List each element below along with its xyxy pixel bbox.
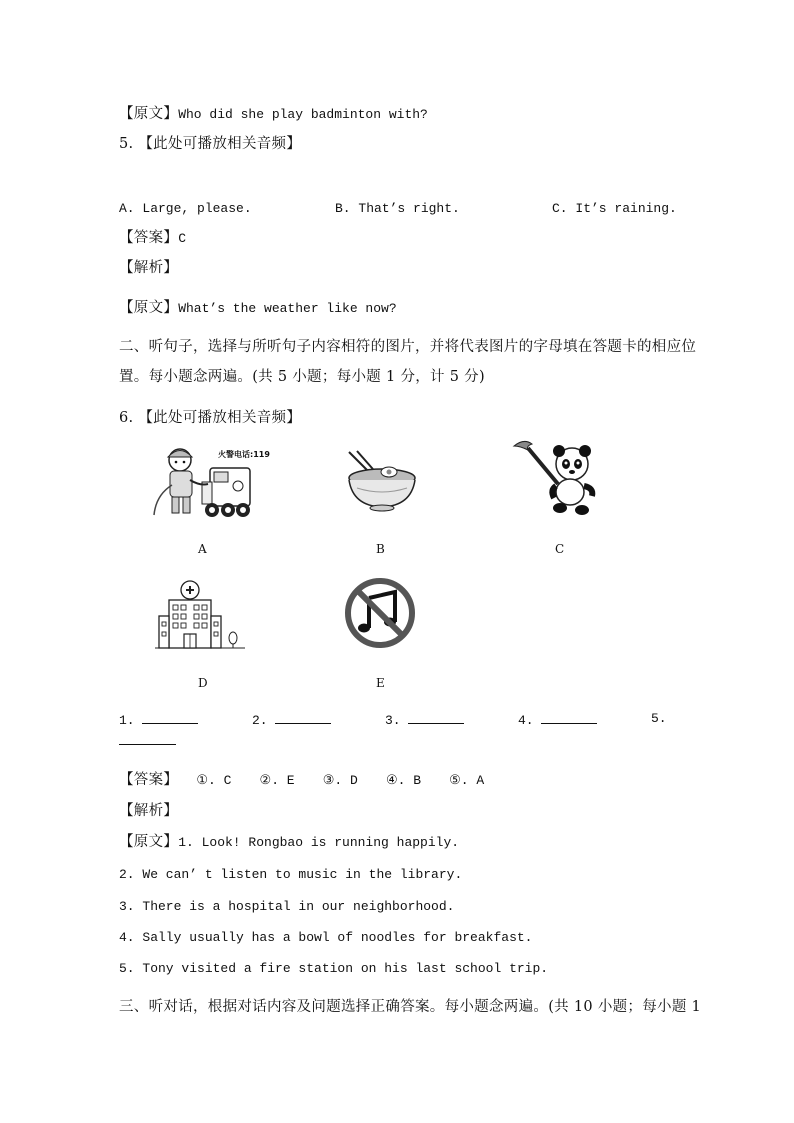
q5-prompt: 5. 【此处可播放相关音频】 <box>119 136 302 152</box>
answer-value: C <box>178 231 187 246</box>
picture-label-c: C <box>555 542 565 556</box>
hospital-icon <box>155 578 245 650</box>
q6-analysis-tag: 【解析】 <box>119 803 179 819</box>
blank-number: 3. <box>385 713 401 728</box>
answer-blank-2[interactable] <box>252 711 331 728</box>
answer-blank-4[interactable] <box>518 711 597 728</box>
source-sentence-5: 5. Tony visited a fire station on his last school trip. <box>119 961 549 976</box>
answer-blank-5-number: 5. <box>651 711 667 726</box>
picture-label-d: D <box>198 676 208 690</box>
q5-option-c: C. It’s raining. <box>552 201 677 216</box>
q5-source-line <box>119 300 397 317</box>
no-music-icon <box>343 576 417 650</box>
q4-source-line <box>119 106 428 123</box>
blank-number: 4. <box>518 713 534 728</box>
picture-label-a: A <box>198 542 207 556</box>
answer-2: ②. E <box>259 773 295 788</box>
fire-hotline-caption: 火警电话:119 <box>218 450 270 459</box>
source-sentence-1: 1. Look! Rongbao is running happily. <box>178 835 460 850</box>
q6-prompt: 6. 【此处可播放相关音频】 <box>119 410 302 426</box>
section2-heading-line1: 二、听句子，选择与所听句子内容相符的图片，并将代表图片的字母填在答题卡的相应位 <box>119 339 697 355</box>
q5-option-b: B. That’s right. <box>335 201 460 216</box>
source-tag: 【原文】 <box>119 300 179 316</box>
blank-number: 2. <box>252 713 268 728</box>
answer-3: ③. D <box>322 773 358 788</box>
q5-analysis-tag: 【解析】 <box>119 260 179 276</box>
answer-blank-3[interactable] <box>385 711 464 728</box>
firefighter-icon <box>150 440 270 522</box>
section2-heading-line2: 置。每小题念两遍。(共 5 小题；每小题 1 分，计 5 分) <box>119 369 485 385</box>
q6-answer-line <box>119 772 484 789</box>
source-tag: 【原文】 <box>119 834 179 850</box>
q6-source-line-1 <box>119 834 459 851</box>
answer-blank-5[interactable] <box>119 744 176 745</box>
q5-answer-line <box>119 230 186 247</box>
source-sentence-3: 3. There is a hospital in our neighborhood. <box>119 899 455 914</box>
source-sentence-2: 2. We can’ t listen to music in the library. <box>119 867 463 882</box>
answer-tag: 【答案】 <box>119 772 179 788</box>
q5-option-a: A. Large, please. <box>119 201 252 216</box>
picture-label-e: E <box>376 676 385 690</box>
answer-4: ④. B <box>385 773 422 788</box>
picture-label-b: B <box>376 542 385 556</box>
section3-heading-line1: 三、听对话，根据对话内容及问题选择正确答案。每小题念两遍。(共 10 小题；每小题 1 <box>119 999 702 1015</box>
answer-5: ⑤. A <box>449 773 485 788</box>
blank-number: 1. <box>119 713 135 728</box>
answer-tag: 【答案】 <box>119 230 179 246</box>
panda-torch-icon <box>510 438 605 518</box>
answer-blank-1[interactable] <box>119 711 198 728</box>
noodle-bowl-icon <box>345 450 420 512</box>
source-text: Who did she play badminton with? <box>178 107 428 122</box>
source-tag: 【原文】 <box>119 106 179 122</box>
answer-1: ①. C <box>196 773 232 788</box>
source-sentence-4: 4. Sally usually has a bowl of noodles for breakfast. <box>119 930 533 945</box>
source-text: What’s the weather like now? <box>178 301 397 316</box>
